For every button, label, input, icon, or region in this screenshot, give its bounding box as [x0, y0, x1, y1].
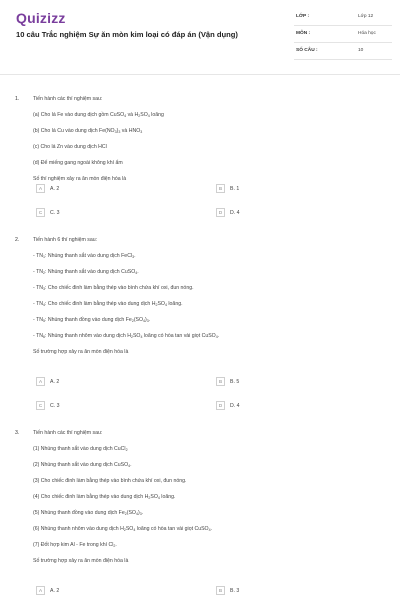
meta-key: MÔN :: [296, 31, 311, 36]
question-item: (6) Nhúng thanh nhôm vào dung dịch $H_2SO_4$ loãng có hòa tan vài giọt CuSO$_4$.: [33, 526, 213, 532]
option-letter-box[interactable]: B: [216, 377, 225, 386]
option-letter-box[interactable]: A: [36, 377, 45, 386]
option-text: A. 2: [50, 587, 60, 594]
question-item: - $TN_3$: Cho chiếc đinh làm bằng thép vào bình chứa khí oxi, đun nóng.: [33, 285, 194, 291]
question-item: (5) Nhúng thanh đồng vào dung dịch $Fe_2(SO_4)_3$.: [33, 510, 144, 516]
option-text: A. 2: [50, 185, 60, 192]
meta-row-subject: [294, 26, 392, 43]
option-text: B. 1: [230, 185, 240, 192]
page-title: 10 câu Trắc nghiệm Sự ăn mòn kim loại có đáp án (Vận dụng): [16, 30, 238, 39]
question-item: (d) Để miếng gang ngoài không khí ẩm: [33, 160, 123, 166]
question-prompt: Số trường hợp xảy ra ăn mòn điện hóa là: [33, 349, 129, 355]
meta-value: 10: [358, 48, 364, 53]
question-number: 3.: [15, 430, 20, 436]
question-item: - $TN_2$: Nhúng thanh sắt vào dung dịch CuSO$_4$.: [33, 269, 139, 275]
question-item: - $TN_6$: Nhúng thanh nhôm vào dung dịch $H_2SO_4$ loãng có hòa tan vài giọt CuSO$_4$.: [33, 333, 220, 339]
meta-key: LỚP :: [296, 14, 310, 19]
question-item: (b) Cho lá Cu vào dung dịch $Fe(NO_3)_3$ và $HNO_3$: [33, 128, 143, 134]
header-divider: [0, 74, 400, 75]
option-text: D. 4: [230, 402, 240, 409]
option-letter-box[interactable]: D: [216, 401, 225, 410]
option-text: C. 3: [50, 209, 60, 216]
option-letter-box[interactable]: B: [216, 586, 225, 595]
option-letter-box[interactable]: A: [36, 586, 45, 595]
question-prompt: Số thí nghiệm xảy ra ăn mòn điện hóa là: [33, 176, 127, 182]
question-item: (a) Cho lá Fe vào dung dịch gồm CuSO$_4$ và $H_2SO_4$ loãng: [33, 112, 164, 118]
meta-value: Hóa học: [358, 31, 376, 36]
meta-key: SỐ CÂU :: [296, 48, 318, 53]
question-item: - $TN_5$: Nhúng thanh đồng vào dung dịch $Fe_2(SO_4)_3$.: [33, 317, 151, 323]
question-stem: Tiến hành 6 thí nghiệm sau:: [33, 237, 98, 243]
meta-table: [294, 9, 392, 60]
question-stem: Tiến hành các thí nghiệm sau:: [33, 96, 103, 102]
quizizz-logo[interactable]: Quizizz: [16, 10, 66, 26]
option-text: C. 3: [50, 402, 60, 409]
header: [0, 0, 400, 76]
meta-value: Lớp 12: [358, 14, 374, 19]
question-item: - $TN_4$: Cho chiếc đinh làm bằng thép vào dung dịch $H_2SO_4$ loãng.: [33, 301, 183, 307]
meta-row-count: [294, 43, 392, 60]
meta-row-grade: [294, 9, 392, 26]
question-item: (1) Nhúng thanh sắt vào dung dịch CuCl$_2$: [33, 446, 128, 452]
option-letter-box[interactable]: D: [216, 208, 225, 217]
question-item: (7) Đốt hợp kim Al - Fe trong khí $Cl_2$.: [33, 542, 117, 548]
question-item: (4) Cho chiếc đinh làm bằng thép vào dung dịch $H_2SO_4$ loãng.: [33, 494, 176, 500]
question-item: - $TN_1$: Nhúng thanh sắt vào dung dịch FeCl$_3$.: [33, 253, 136, 259]
option-letter-box[interactable]: A: [36, 184, 45, 193]
option-letter-box[interactable]: C: [36, 401, 45, 410]
option-text: B. 5: [230, 378, 240, 385]
question-stem: Tiến hành các thí nghiệm sau:: [33, 430, 103, 436]
question-number: 1.: [15, 96, 20, 102]
option-text: B. 3: [230, 587, 240, 594]
question-item: (3) Cho chiếc đinh làm bằng thép vào bình chứa khí oxi, đun nóng.: [33, 478, 187, 484]
question-item: (c) Cho lá Zn vào dung dịch HCl: [33, 144, 107, 150]
option-letter-box[interactable]: B: [216, 184, 225, 193]
question-prompt: Số trường hợp xảy ra ăn mòn điện hóa là: [33, 558, 129, 564]
option-letter-box[interactable]: C: [36, 208, 45, 217]
question-number: 2.: [15, 237, 20, 243]
option-text: D. 4: [230, 209, 240, 216]
option-text: A. 2: [50, 378, 60, 385]
question-item: (2) Nhúng thanh sắt vào dung dịch CuSO$_4$.: [33, 462, 132, 468]
